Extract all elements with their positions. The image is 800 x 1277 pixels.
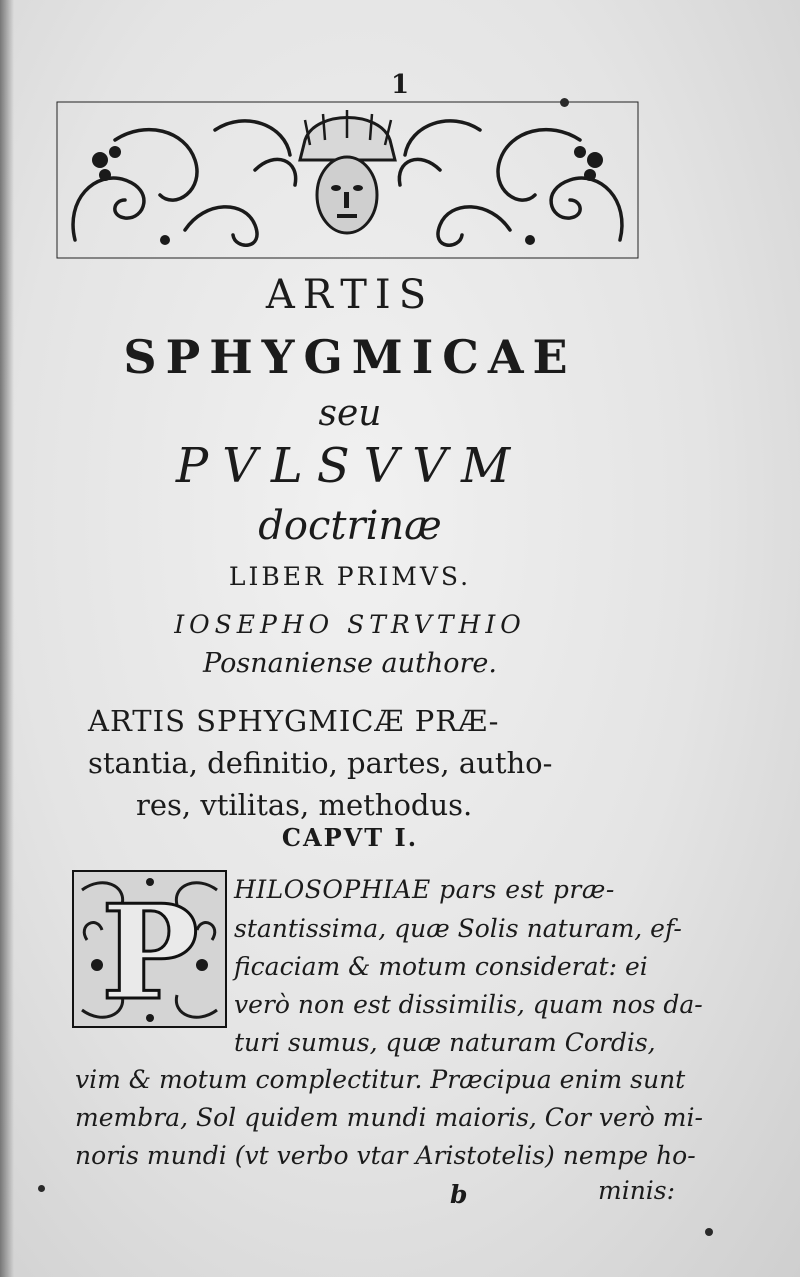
body-line: vim & motum complectitur. Præcipua enim sunt: [75, 1065, 686, 1094]
title-line-seu: seu: [318, 393, 382, 434]
title-line-artis: ARTIS: [265, 272, 435, 318]
chapter-heading-line: stantia, definitio, partes, autho-: [88, 746, 553, 780]
body-line: membra, Sol quidem mundi maioris, Cor verò mi-: [75, 1103, 703, 1132]
body-line: ficaciam & motum considerat: ei: [234, 952, 648, 981]
author-origin: Posnaniense authore.: [203, 648, 497, 679]
body-line: HILOSOPHIAE pars est præ-: [234, 875, 615, 904]
title-line-pulsuum: PVLSVVM: [175, 438, 525, 494]
decorated-initial-icon: [72, 870, 227, 1028]
chapter-heading-line: ARTIS SPHYGMICÆ PRÆ-: [88, 704, 500, 738]
title-line-sphygmicae: SPHYGMICAE: [123, 330, 577, 384]
author-name: IOSEPHO STRVTHIO: [174, 610, 526, 639]
chapter-number: CAPVT I.: [281, 823, 419, 852]
page-number: 1: [390, 70, 410, 100]
body-line: verò non est dissimilis, quam nos da-: [234, 990, 703, 1019]
body-line: noris mundi (vt verbo vtar Aristotelis) nempe ho-: [75, 1141, 696, 1170]
signature-mark: b: [450, 1180, 468, 1209]
ink-speck: [38, 1185, 45, 1192]
chapter-heading: [88, 700, 648, 826]
initial-letter: P: [101, 876, 199, 1028]
ink-speck: [560, 98, 569, 107]
body-line: turi sumus, quæ naturam Cordis,: [234, 1028, 656, 1057]
body-line: stantissima, quæ Solis naturam, ef-: [234, 914, 682, 943]
chapter-heading-line: res, vtilitas, methodus.: [136, 788, 473, 822]
ornamental-headpiece-icon: [55, 100, 640, 260]
ink-speck: [705, 1228, 713, 1236]
catchword: minis:: [598, 1176, 676, 1205]
title-line-doctrinae: doctrinæ: [258, 503, 442, 549]
book-number: LIBER PRIMVS.: [228, 562, 472, 591]
